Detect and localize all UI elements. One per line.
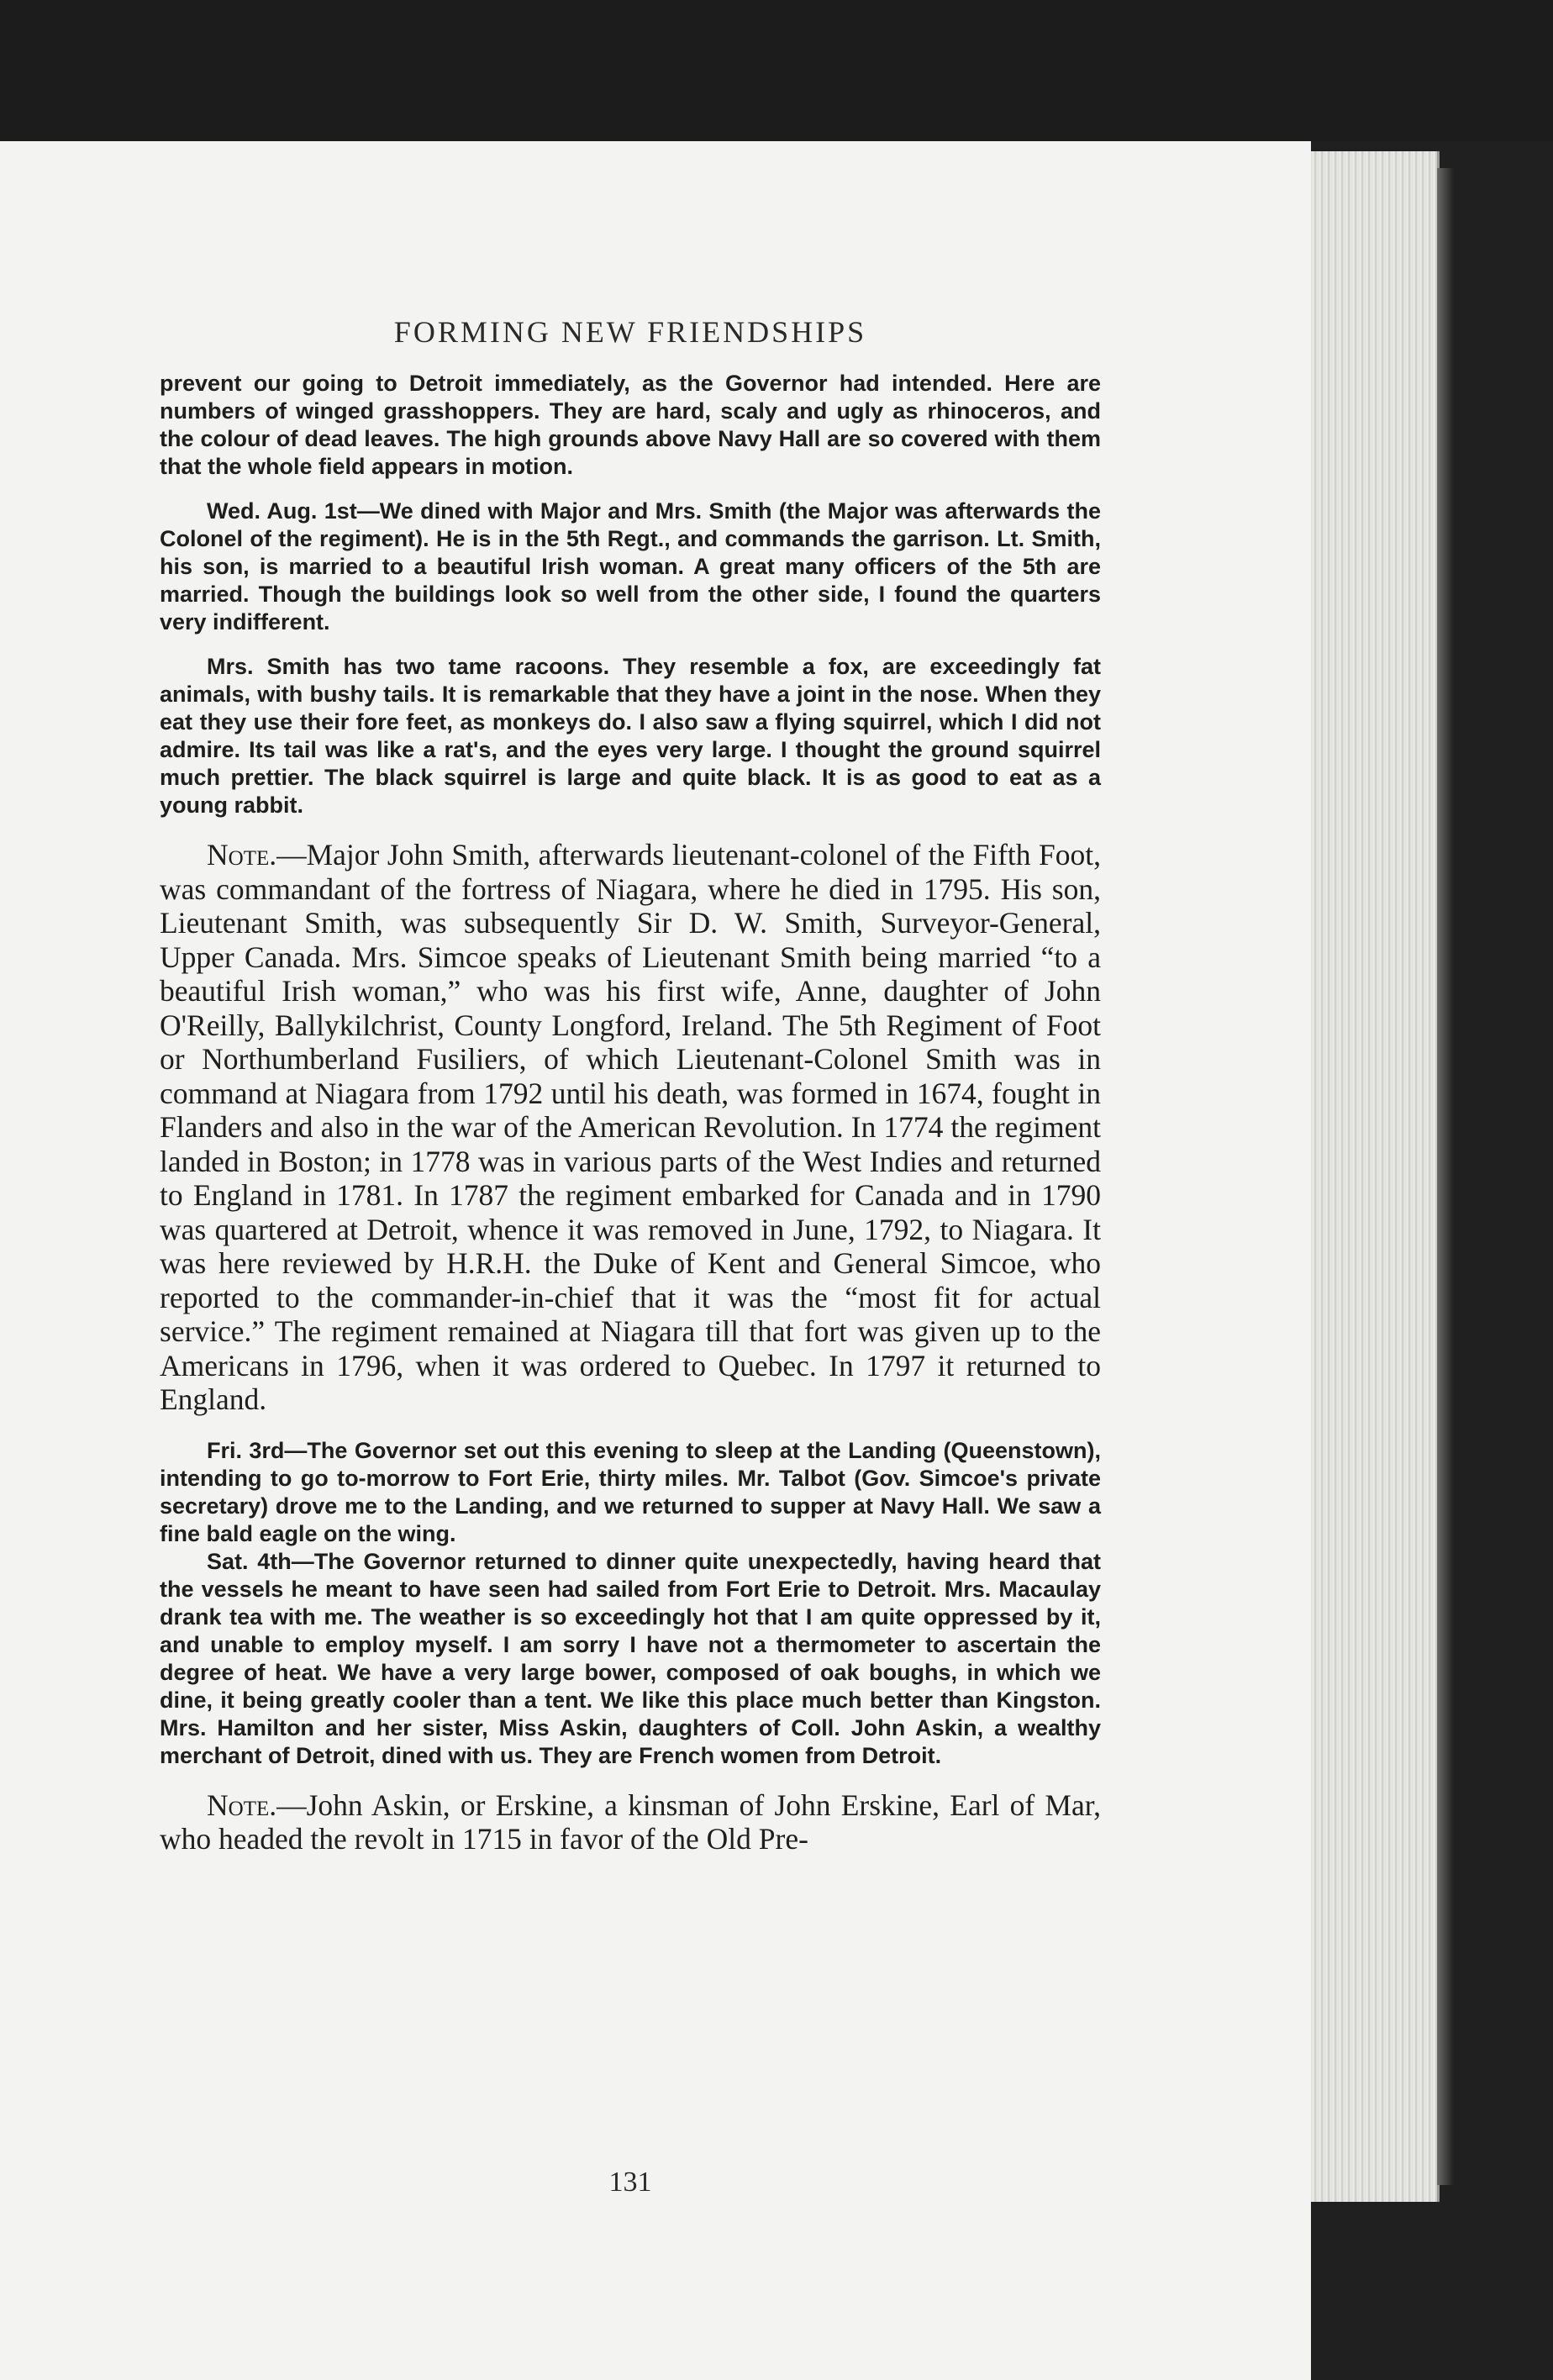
note-major-smith — [160, 838, 1101, 1417]
paragraph-grasshoppers: prevent our going to Detroit immediately, as the Governor had intended. Here are numbers of winged grasshoppers. They are hard, scaly and ugly as rhinoceros, and the colour of dead leaves. The high grounds above Navy Hall are so covered with them that the whole field appears in motion. — [160, 371, 1101, 479]
scan-background — [0, 0, 1553, 141]
page-number: 131 — [608, 2167, 652, 2198]
page-body — [160, 370, 1101, 1877]
note-text: —Major John Smith, afterwards lieutenant-colonel of the Fifth Foot, was commandant of the fortress of Niagara, where he died in 1795. His son, Lieutenant Smith, was subsequently Sir D. W. Smith, Surveyor-General, Upper Canada. Mrs. Simcoe speaks of Lieutenant Smith being married “to a beautiful Irish woman,” who was his first wife, Anne, daughter of John O'Reilly, Ballykilchrist, County Longford, Ireland. The 5th Regiment of Foot or Northumberland Fusiliers, of which Lieutenant-Colonel Smith was in command at Niagara from 1792 until his death, was formed in 1674, fought in Flanders and also in the war of the American Revolution. In 1774 the regiment landed in Boston; in 1778 was in various parts of the West Indies and returned to England in 1781. In 1787 the regiment embarked for Canada and in 1790 was quartered at Detroit, whence it was removed in June, 1792, to Niagara. It was here reviewed by H.R.H. the Duke of Kent and General Simcoe, who reported to the commander-in-chief that it was the “most fit for actual service.” The regiment remained at Niagara till that fort was given up to the Americans in 1796, when it was ordered to Quebec. In 1797 it returned to England. — [160, 838, 1101, 1416]
paragraph-racoons: Mrs. Smith has two tame racoons. They resemble a fox, are exceedingly fat animals, with bushy tails. It is remarkable that they have a joint in the nose. When they eat they use their fore feet, as monkeys do. I also saw a flying squirrel, which I did not admire. Its tail was like a rat's, and the eyes very large. I thought the ground squirrel much prettier. The black squirrel is large and quite black. It is as good to eat as a young rabbit. — [160, 654, 1101, 818]
paragraph-aug-1st: Wed. Aug. 1st—We dined with Major and Mrs. Smith (the Major was afterwards the Colonel of the regiment). He is in the 5th Regt., and commands the garrison. Lt. Smith, his son, is married to a beautiful Irish woman. A great many officers of the 5th are married. Though the buildings look so well from the other side, I found the quarters very indifferent. — [160, 498, 1101, 634]
book-page-edges — [1311, 151, 1440, 2202]
note-label: Note. — [207, 838, 277, 871]
running-head: FORMING NEW FRIENDSHIPS — [393, 315, 867, 349]
note-john-askin — [160, 1788, 1101, 1856]
book-edge-shadow — [1437, 168, 1454, 2185]
paragraph-sat-4th: Sat. 4th—The Governor returned to dinner quite unexpectedly, having heard that the vessels he meant to have seen had sailed from Fort Erie to Detroit. Mrs. Macaulay drank tea with me. The weather is so exceedingly hot that I am quite oppressed by it, and unable to employ myself. I am sorry I have not a thermometer to ascertain the degree of heat. We have a very large bower, composed of oak boughs, in which we dine, it being greatly cooler than a tent. We like this place much better than Kingston. Mrs. Hamilton and her sister, Miss Askin, daughters of Coll. John Askin, a wealthy merchant of Detroit, dined with us. They are French women from Detroit. — [160, 1548, 1101, 1768]
paragraph-fri-3rd: Fri. 3rd—The Governor set out this evening to sleep at the Landing (Queenstown), intending to go to-morrow to Fort Erie, thirty miles. Mr. Talbot (Gov. Simcoe's private secretary) drove me to the Landing, and we returned to supper at Navy Hall. We saw a fine bald eagle on the wing. — [160, 1437, 1101, 1546]
note-label: Note. — [207, 1788, 277, 1822]
note-text: —John Askin, or Erskine, a kinsman of John Erskine, Earl of Mar, who headed the revolt in 1715 in favor of the Old Pre- — [160, 1788, 1101, 1856]
